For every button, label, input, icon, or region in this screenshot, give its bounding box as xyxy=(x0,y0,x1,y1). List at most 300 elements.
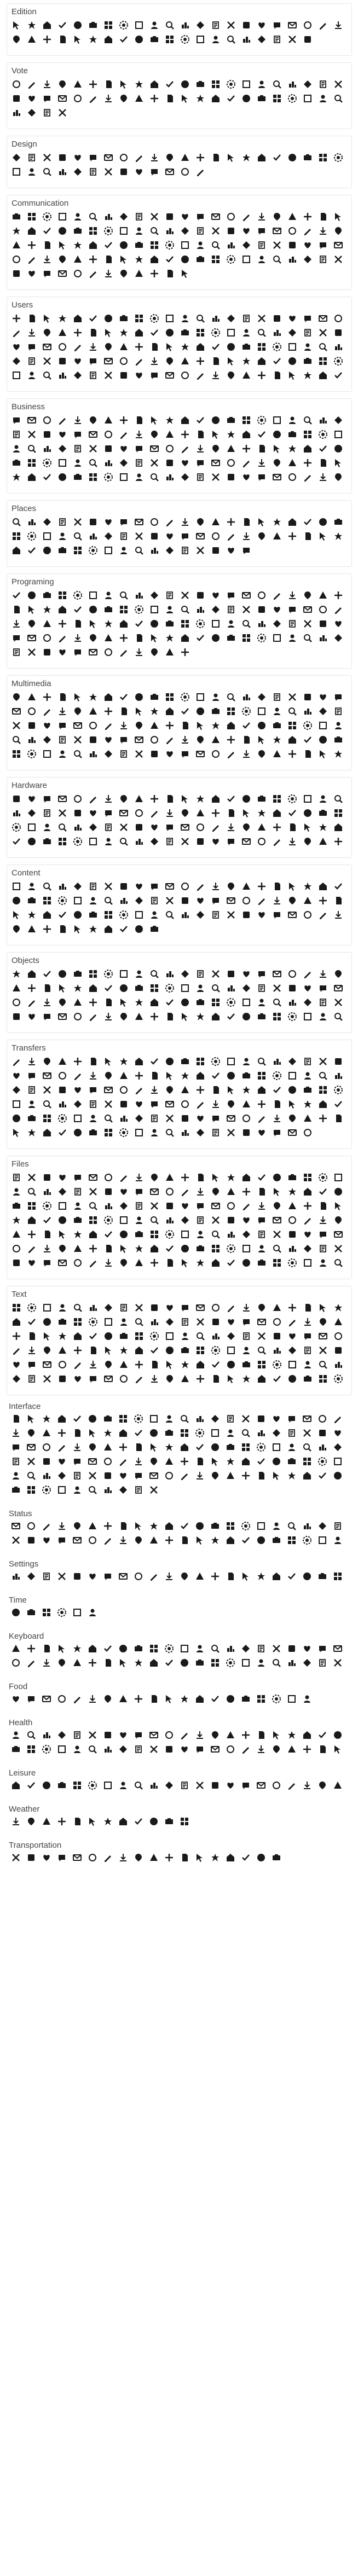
check-icon[interactable] xyxy=(57,1128,67,1138)
document-icon[interactable] xyxy=(226,605,236,614)
check-icon[interactable] xyxy=(226,794,236,804)
square-icon[interactable] xyxy=(287,1644,297,1653)
gear-icon[interactable] xyxy=(27,531,37,541)
square-icon[interactable] xyxy=(57,1374,67,1384)
check-icon[interactable] xyxy=(72,1414,82,1424)
bar-chart-icon[interactable] xyxy=(11,808,21,818)
circle-icon[interactable] xyxy=(318,735,328,745)
grid-icon[interactable] xyxy=(73,1317,83,1327)
triangle-icon[interactable] xyxy=(241,1099,251,1109)
heart-icon[interactable] xyxy=(88,1571,97,1581)
home-icon[interactable] xyxy=(27,969,37,979)
star-icon[interactable] xyxy=(180,1694,189,1704)
document-icon[interactable] xyxy=(318,1244,328,1254)
frame-icon[interactable] xyxy=(134,1128,144,1138)
frame-icon[interactable] xyxy=(303,794,313,804)
grid-icon[interactable] xyxy=(180,619,190,629)
pencil-icon[interactable] xyxy=(303,472,313,482)
camera-icon[interactable] xyxy=(226,415,236,425)
ring-icon[interactable] xyxy=(57,342,67,352)
map-pin-icon[interactable] xyxy=(287,1113,297,1123)
home-icon[interactable] xyxy=(318,881,328,891)
search-icon[interactable] xyxy=(88,458,98,468)
bar-chart-icon[interactable] xyxy=(318,633,328,643)
heart-icon[interactable] xyxy=(180,1201,190,1211)
document-icon[interactable] xyxy=(134,1201,144,1211)
diamond-icon[interactable] xyxy=(57,1471,67,1481)
ring-icon[interactable] xyxy=(103,1457,113,1466)
bar-chart-icon[interactable] xyxy=(333,342,343,352)
frame-icon[interactable] xyxy=(287,1694,297,1704)
user-icon[interactable] xyxy=(42,822,52,832)
map-pin-icon[interactable] xyxy=(303,837,313,846)
square-icon[interactable] xyxy=(26,1853,36,1863)
search-icon[interactable] xyxy=(119,590,129,600)
chat-icon[interactable] xyxy=(26,1694,36,1704)
heart-icon[interactable] xyxy=(118,1730,128,1740)
ring-icon[interactable] xyxy=(287,969,297,979)
ring-icon[interactable] xyxy=(119,356,129,366)
heart-icon[interactable] xyxy=(11,1694,21,1704)
square-icon[interactable] xyxy=(164,1744,174,1754)
pencil-icon[interactable] xyxy=(42,706,52,716)
heart-icon[interactable] xyxy=(257,910,267,920)
close-icon[interactable] xyxy=(149,1201,159,1211)
bar-chart-icon[interactable] xyxy=(103,212,113,222)
diamond-icon[interactable] xyxy=(88,822,98,832)
pencil-icon[interactable] xyxy=(226,1303,236,1313)
pencil-icon[interactable] xyxy=(149,1571,159,1581)
grid-icon[interactable] xyxy=(318,356,328,366)
check-icon[interactable] xyxy=(165,997,175,1007)
download-icon[interactable] xyxy=(27,328,37,338)
cursor-icon[interactable] xyxy=(333,1201,343,1211)
triangle-icon[interactable] xyxy=(287,1744,297,1754)
check-icon[interactable] xyxy=(119,692,129,702)
diamond-icon[interactable] xyxy=(272,1428,281,1438)
gear-icon[interactable] xyxy=(241,706,251,716)
bar-chart-icon[interactable] xyxy=(195,605,205,614)
document-icon[interactable] xyxy=(27,1374,37,1384)
home-icon[interactable] xyxy=(211,1258,221,1268)
user-icon[interactable] xyxy=(88,1608,97,1617)
grid-icon[interactable] xyxy=(241,633,251,643)
home-icon[interactable] xyxy=(211,794,221,804)
search-icon[interactable] xyxy=(149,969,159,979)
triangle-icon[interactable] xyxy=(287,1201,297,1211)
pencil-icon[interactable] xyxy=(119,1173,129,1182)
plus-icon[interactable] xyxy=(42,34,52,44)
bar-chart-icon[interactable] xyxy=(103,1485,113,1495)
chat-icon[interactable] xyxy=(134,1730,143,1740)
diamond-icon[interactable] xyxy=(118,1744,128,1754)
circle-icon[interactable] xyxy=(11,896,21,906)
cursor-icon[interactable] xyxy=(180,269,190,279)
square-icon[interactable] xyxy=(256,1414,266,1424)
star-icon[interactable] xyxy=(272,735,282,745)
cursor-icon[interactable] xyxy=(287,881,297,891)
download-icon[interactable] xyxy=(149,153,159,163)
cursor-icon[interactable] xyxy=(226,1085,236,1095)
bar-chart-icon[interactable] xyxy=(57,1099,67,1109)
square-icon[interactable] xyxy=(318,619,328,629)
circle-icon[interactable] xyxy=(287,1374,297,1384)
home-icon[interactable] xyxy=(42,910,52,920)
plus-icon[interactable] xyxy=(88,997,98,1007)
circle-icon[interactable] xyxy=(149,619,159,629)
plus-icon[interactable] xyxy=(119,415,129,425)
circle-icon[interactable] xyxy=(134,692,144,702)
document-icon[interactable] xyxy=(226,1414,235,1424)
heart-icon[interactable] xyxy=(27,269,37,279)
document-icon[interactable] xyxy=(27,1085,37,1095)
user-icon[interactable] xyxy=(195,983,205,993)
square-icon[interactable] xyxy=(57,1085,67,1095)
triangle-icon[interactable] xyxy=(27,34,37,44)
camera-icon[interactable] xyxy=(303,1085,313,1095)
frame-icon[interactable] xyxy=(88,837,98,846)
home-icon[interactable] xyxy=(149,79,159,89)
file-icon[interactable] xyxy=(42,1644,51,1653)
check-icon[interactable] xyxy=(42,226,52,236)
home-icon[interactable] xyxy=(134,1057,144,1066)
chat-icon[interactable] xyxy=(303,1331,313,1341)
user-icon[interactable] xyxy=(134,472,144,482)
check-icon[interactable] xyxy=(165,1244,175,1254)
camera-icon[interactable] xyxy=(195,79,205,89)
bar-chart-icon[interactable] xyxy=(119,896,129,906)
file-icon[interactable] xyxy=(149,342,159,352)
document-icon[interactable] xyxy=(134,1744,143,1754)
map-pin-icon[interactable] xyxy=(149,430,159,439)
circle-icon[interactable] xyxy=(149,1817,159,1826)
pencil-icon[interactable] xyxy=(119,430,129,439)
square-icon[interactable] xyxy=(11,269,21,279)
home-icon[interactable] xyxy=(88,240,98,250)
download-icon[interactable] xyxy=(257,212,267,222)
search-icon[interactable] xyxy=(241,1428,251,1438)
pencil-icon[interactable] xyxy=(26,1658,36,1668)
cursor-icon[interactable] xyxy=(73,34,83,44)
home-icon[interactable] xyxy=(318,370,328,380)
mail-icon[interactable] xyxy=(211,458,221,468)
mail-icon[interactable] xyxy=(165,370,175,380)
circle-icon[interactable] xyxy=(256,1853,266,1863)
map-pin-icon[interactable] xyxy=(42,328,52,338)
plus-icon[interactable] xyxy=(164,1853,174,1863)
heart-icon[interactable] xyxy=(134,1099,144,1109)
pencil-icon[interactable] xyxy=(11,1345,21,1355)
chat-icon[interactable] xyxy=(73,1173,83,1182)
map-pin-icon[interactable] xyxy=(180,1571,189,1581)
gear-icon[interactable] xyxy=(57,896,67,906)
close-icon[interactable] xyxy=(149,212,159,222)
triangle-icon[interactable] xyxy=(134,269,144,279)
check-icon[interactable] xyxy=(303,735,313,745)
user-icon[interactable] xyxy=(241,1345,251,1355)
gear-icon[interactable] xyxy=(73,837,83,846)
file-icon[interactable] xyxy=(42,1229,52,1239)
download-icon[interactable] xyxy=(149,356,159,366)
map-pin-icon[interactable] xyxy=(119,794,129,804)
check-icon[interactable] xyxy=(211,1360,221,1370)
document-icon[interactable] xyxy=(272,692,282,702)
gear-icon[interactable] xyxy=(119,20,129,30)
mail-icon[interactable] xyxy=(210,1744,220,1754)
heart-icon[interactable] xyxy=(27,794,37,804)
camera-icon[interactable] xyxy=(226,1442,235,1452)
bar-chart-icon[interactable] xyxy=(27,517,37,527)
grid-icon[interactable] xyxy=(272,1258,282,1268)
plus-icon[interactable] xyxy=(303,458,313,468)
diamond-icon[interactable] xyxy=(73,370,83,380)
heart-icon[interactable] xyxy=(303,240,313,250)
ring-icon[interactable] xyxy=(11,997,21,1007)
grid-icon[interactable] xyxy=(302,1457,312,1466)
heart-icon[interactable] xyxy=(272,1414,281,1424)
user-icon[interactable] xyxy=(149,910,159,920)
ring-icon[interactable] xyxy=(165,1187,175,1197)
mail-icon[interactable] xyxy=(180,822,190,832)
ring-icon[interactable] xyxy=(103,430,113,439)
home-icon[interactable] xyxy=(303,1187,313,1197)
bar-chart-icon[interactable] xyxy=(333,1360,343,1370)
heart-icon[interactable] xyxy=(180,458,190,468)
grid-icon[interactable] xyxy=(211,997,221,1007)
search-icon[interactable] xyxy=(165,20,175,30)
user-icon[interactable] xyxy=(211,692,221,702)
gear-icon[interactable] xyxy=(333,153,343,163)
close-icon[interactable] xyxy=(57,1571,67,1581)
download-icon[interactable] xyxy=(287,837,297,846)
chat-icon[interactable] xyxy=(287,605,297,614)
heart-icon[interactable] xyxy=(42,1535,51,1545)
ring-icon[interactable] xyxy=(42,1442,51,1452)
ring-icon[interactable] xyxy=(180,370,190,380)
map-pin-icon[interactable] xyxy=(333,969,343,979)
square-icon[interactable] xyxy=(119,370,129,380)
check-icon[interactable] xyxy=(42,472,52,482)
diamond-icon[interactable] xyxy=(134,1113,144,1123)
heart-icon[interactable] xyxy=(11,1071,21,1081)
grid-icon[interactable] xyxy=(226,706,236,716)
star-icon[interactable] xyxy=(11,226,21,236)
user-icon[interactable] xyxy=(11,444,21,454)
frame-icon[interactable] xyxy=(210,1428,220,1438)
ring-icon[interactable] xyxy=(73,794,83,804)
diamond-icon[interactable] xyxy=(11,356,21,366)
download-icon[interactable] xyxy=(241,1303,251,1313)
diamond-icon[interactable] xyxy=(303,997,313,1007)
user-icon[interactable] xyxy=(211,34,221,44)
gear-icon[interactable] xyxy=(333,1374,343,1384)
square-icon[interactable] xyxy=(180,1113,190,1123)
chat-icon[interactable] xyxy=(11,1442,21,1452)
mail-icon[interactable] xyxy=(27,633,37,643)
document-icon[interactable] xyxy=(134,1485,143,1495)
grid-icon[interactable] xyxy=(149,1644,159,1653)
map-pin-icon[interactable] xyxy=(119,94,129,103)
user-icon[interactable] xyxy=(73,212,83,222)
close-icon[interactable] xyxy=(333,79,343,89)
close-icon[interactable] xyxy=(211,472,221,482)
triangle-icon[interactable] xyxy=(226,1471,235,1481)
home-icon[interactable] xyxy=(11,1780,21,1790)
cursor-icon[interactable] xyxy=(119,79,129,89)
search-icon[interactable] xyxy=(333,94,343,103)
pencil-icon[interactable] xyxy=(73,1071,83,1081)
camera-icon[interactable] xyxy=(11,1744,21,1754)
plus-icon[interactable] xyxy=(211,808,221,818)
star-icon[interactable] xyxy=(256,1571,266,1581)
heart-icon[interactable] xyxy=(180,1744,189,1754)
gear-icon[interactable] xyxy=(226,1658,235,1668)
grid-icon[interactable] xyxy=(303,430,313,439)
cursor-icon[interactable] xyxy=(119,254,129,264)
close-icon[interactable] xyxy=(241,605,251,614)
document-icon[interactable] xyxy=(11,647,21,657)
file-icon[interactable] xyxy=(165,94,175,103)
document-icon[interactable] xyxy=(195,969,205,979)
close-icon[interactable] xyxy=(11,721,21,730)
plus-icon[interactable] xyxy=(195,356,205,366)
download-icon[interactable] xyxy=(42,997,52,1007)
camera-icon[interactable] xyxy=(287,1173,297,1182)
cursor-icon[interactable] xyxy=(226,356,236,366)
chat-icon[interactable] xyxy=(303,314,313,323)
search-icon[interactable] xyxy=(272,1658,281,1668)
circle-icon[interactable] xyxy=(272,1173,282,1182)
star-icon[interactable] xyxy=(272,517,282,527)
check-icon[interactable] xyxy=(88,1331,98,1341)
triangle-icon[interactable] xyxy=(180,1374,190,1384)
search-icon[interactable] xyxy=(195,1331,205,1341)
heart-icon[interactable] xyxy=(303,983,313,993)
chat-icon[interactable] xyxy=(211,1113,221,1123)
download-icon[interactable] xyxy=(73,415,83,425)
home-icon[interactable] xyxy=(195,342,205,352)
close-icon[interactable] xyxy=(257,1331,267,1341)
chat-icon[interactable] xyxy=(11,633,21,643)
document-icon[interactable] xyxy=(180,1317,190,1327)
triangle-icon[interactable] xyxy=(88,1521,97,1531)
square-icon[interactable] xyxy=(119,167,129,177)
circle-icon[interactable] xyxy=(11,1113,21,1123)
chat-icon[interactable] xyxy=(318,1229,328,1239)
home-icon[interactable] xyxy=(42,20,52,30)
square-icon[interactable] xyxy=(195,837,205,846)
chat-icon[interactable] xyxy=(42,1258,52,1268)
ring-icon[interactable] xyxy=(119,1374,129,1384)
circle-icon[interactable] xyxy=(226,342,236,352)
document-icon[interactable] xyxy=(57,517,67,527)
download-icon[interactable] xyxy=(149,1374,159,1384)
diamond-icon[interactable] xyxy=(149,590,159,600)
file-icon[interactable] xyxy=(241,517,251,527)
pencil-icon[interactable] xyxy=(88,1012,98,1022)
user-icon[interactable] xyxy=(303,342,313,352)
circle-icon[interactable] xyxy=(42,1780,51,1790)
heart-icon[interactable] xyxy=(165,1303,175,1313)
map-pin-icon[interactable] xyxy=(134,1853,143,1863)
map-pin-icon[interactable] xyxy=(119,1258,129,1268)
star-icon[interactable] xyxy=(195,1012,205,1022)
download-icon[interactable] xyxy=(42,1244,52,1254)
pencil-icon[interactable] xyxy=(103,1535,113,1545)
frame-icon[interactable] xyxy=(211,619,221,629)
diamond-icon[interactable] xyxy=(165,1317,175,1327)
ring-icon[interactable] xyxy=(195,822,205,832)
search-icon[interactable] xyxy=(180,605,190,614)
close-icon[interactable] xyxy=(195,1317,205,1327)
mail-icon[interactable] xyxy=(272,472,282,482)
camera-icon[interactable] xyxy=(165,619,175,629)
user-icon[interactable] xyxy=(287,415,297,425)
diamond-icon[interactable] xyxy=(241,1644,251,1653)
search-icon[interactable] xyxy=(257,1345,267,1355)
cursor-icon[interactable] xyxy=(180,794,190,804)
circle-icon[interactable] xyxy=(195,1521,205,1531)
user-icon[interactable] xyxy=(303,1360,313,1370)
plus-icon[interactable] xyxy=(57,1817,67,1826)
document-icon[interactable] xyxy=(333,706,343,716)
document-icon[interactable] xyxy=(11,430,21,439)
square-icon[interactable] xyxy=(119,881,129,891)
close-icon[interactable] xyxy=(27,430,37,439)
circle-icon[interactable] xyxy=(302,1571,312,1581)
download-icon[interactable] xyxy=(103,794,113,804)
star-icon[interactable] xyxy=(195,1258,205,1268)
grid-icon[interactable] xyxy=(149,1229,159,1239)
gear-icon[interactable] xyxy=(272,1360,282,1370)
diamond-icon[interactable] xyxy=(241,1229,251,1239)
grid-icon[interactable] xyxy=(88,969,98,979)
plus-icon[interactable] xyxy=(149,1012,159,1022)
star-icon[interactable] xyxy=(57,1331,67,1341)
download-icon[interactable] xyxy=(303,1317,313,1327)
close-icon[interactable] xyxy=(318,328,328,338)
gear-icon[interactable] xyxy=(318,430,328,439)
home-icon[interactable] xyxy=(27,1215,37,1225)
gear-icon[interactable] xyxy=(134,605,144,614)
camera-icon[interactable] xyxy=(88,20,98,30)
check-icon[interactable] xyxy=(257,1173,267,1182)
gear-icon[interactable] xyxy=(257,633,267,643)
square-icon[interactable] xyxy=(103,1471,113,1481)
document-icon[interactable] xyxy=(73,444,83,454)
close-icon[interactable] xyxy=(180,837,190,846)
pencil-icon[interactable] xyxy=(303,969,313,979)
file-icon[interactable] xyxy=(72,1428,82,1438)
star-icon[interactable] xyxy=(211,721,221,730)
home-icon[interactable] xyxy=(134,328,144,338)
pencil-icon[interactable] xyxy=(11,1057,21,1066)
chat-icon[interactable] xyxy=(318,983,328,993)
diamond-icon[interactable] xyxy=(287,1345,297,1355)
map-pin-icon[interactable] xyxy=(226,1099,236,1109)
file-icon[interactable] xyxy=(149,1360,159,1370)
star-icon[interactable] xyxy=(73,983,83,993)
camera-icon[interactable] xyxy=(241,1694,251,1704)
user-icon[interactable] xyxy=(11,1187,21,1197)
camera-icon[interactable] xyxy=(88,910,98,920)
check-icon[interactable] xyxy=(226,1012,236,1022)
file-icon[interactable] xyxy=(27,1331,37,1341)
search-icon[interactable] xyxy=(119,837,129,846)
diamond-icon[interactable] xyxy=(317,1521,327,1531)
pencil-icon[interactable] xyxy=(272,837,282,846)
star-icon[interactable] xyxy=(72,1644,82,1653)
